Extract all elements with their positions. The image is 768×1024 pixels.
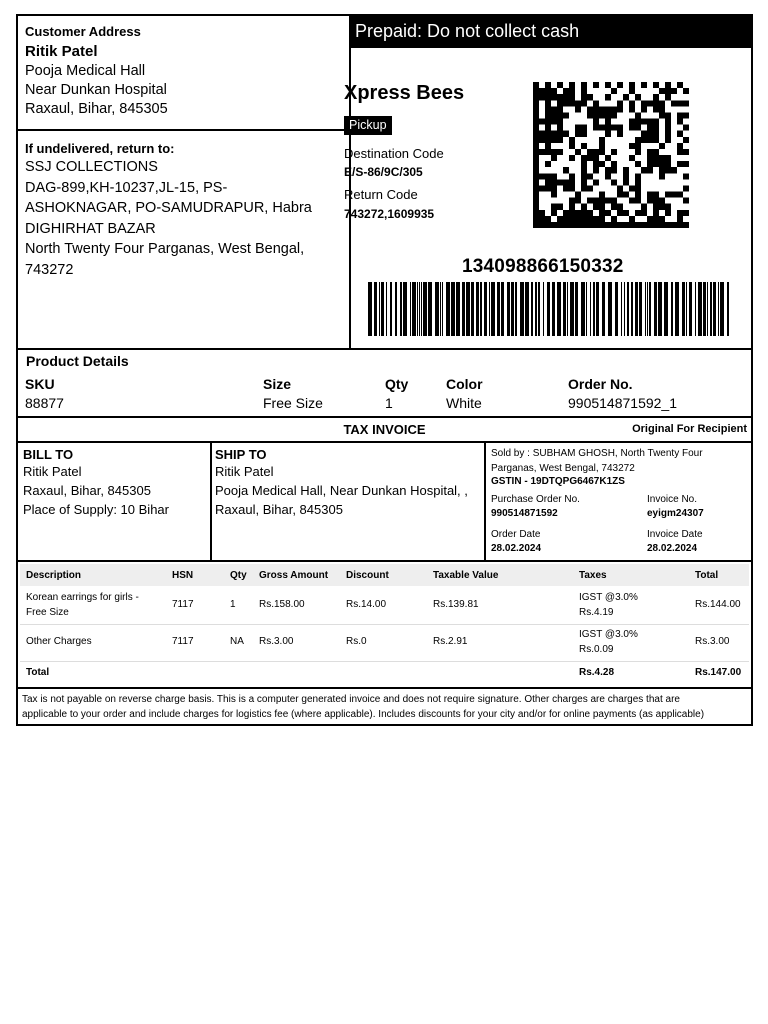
table-header [20,564,749,586]
customer-address-box [18,16,349,131]
item-description: Free Size [26,607,69,618]
item-qty: NA [230,636,244,647]
return-code-label: Return Code [344,187,418,202]
ship-to-heading: SHIP TO [215,447,267,462]
tax-note-line: applicable to your order and include charges for logistics fee (where applicable). Includes discounts for your city and/or for online payments (as applicable) [22,708,705,720]
total-tax: Rs.4.28 [579,667,615,678]
item-hsn: 7117 [172,636,194,647]
product-details [16,348,753,418]
bill-to [23,447,169,519]
divider [484,443,486,560]
awb-number: 134098866150332 [462,256,624,277]
col-gross: Gross Amount [259,570,329,581]
customer-address-line: Raxaul, Bihar, 845305 [25,101,168,117]
table-row [20,586,749,624]
return-address-line: 743272 [25,261,74,278]
return-address-line: ASHOKNAGAR, PO-SAMUDRAPUR, Habra [25,200,312,216]
item-discount: Rs.14.00 [346,599,387,610]
return-address-box [18,133,349,348]
invoice-date-label: Invoice Date [647,529,703,540]
invoice-no-value: eyigm24307 [647,508,704,519]
table-row [20,625,749,661]
po-label: Purchase Order No. [491,494,580,505]
col-taxable: Taxable Value [433,570,499,581]
billing-section [16,441,753,562]
customer-address-line: Pooja Medical Hall [25,63,146,79]
sold-by-line: Parganas, West Bengal, 743272 [491,463,635,474]
courier-name: Xpress Bees [344,82,465,104]
ship-to-line: Pooja Medical Hall, Near Dunkan Hospital, , [215,483,468,498]
ship-to-line: Ritik Patel [215,464,274,479]
return-address-heading: If undelivered, return to: [25,141,175,156]
product-details-heading: Product Details [26,353,129,369]
item-discount: Rs.0 [346,636,367,647]
item-tax-amount: Rs.4.19 [579,607,614,618]
item-tax-amount: Rs.0.09 [579,644,614,655]
tax-invoice-title: TAX INVOICE [343,422,426,437]
return-address-line: DIGHIRHAT BAZAR [25,220,156,237]
col-total: Total [695,570,719,581]
vertical-divider [349,16,351,348]
tax-invoice-header [16,416,753,443]
address-section [16,14,753,350]
customer-address-heading: Customer Address [25,24,141,39]
item-taxable: Rs.139.81 [433,599,479,610]
divider [210,443,212,560]
invoice-no-label: Invoice No. [647,494,698,505]
sold-by [491,446,751,487]
order-no-header: Order No. [568,376,633,392]
sku-header: SKU [25,376,55,392]
qr-code-icon [533,82,689,228]
item-gross: Rs.158.00 [259,599,305,610]
item-gross: Rs.3.00 [259,636,294,647]
color-value: White [446,395,482,411]
return-address-line: North Twenty Four Parganas, West Bengal, [25,241,305,257]
po-value: 990514871592 [491,508,558,519]
col-discount: Discount [346,570,389,581]
total-amount: Rs.147.00 [695,667,742,678]
ship-to-line: Raxaul, Bihar, 845305 [215,502,343,517]
col-taxes: Taxes [579,570,607,581]
item-description: Korean earrings for girls - [26,592,139,603]
sku-value: 88877 [25,395,64,411]
item-total: Rs.144.00 [695,599,741,610]
invoice-date-value: 28.02.2024 [647,543,698,554]
item-hsn: 7117 [172,599,194,610]
order-no-value: 990514871592_1 [568,395,678,411]
item-tax-rate: IGST @3.0% [579,629,638,640]
tax-note [16,687,753,726]
qty-value: 1 [385,395,393,411]
ship-to [215,447,468,519]
destination-code-label: Destination Code [344,146,444,161]
bill-to-heading: BILL TO [23,447,74,462]
gstin: GSTIN - 19DTQPG6467K1ZS [491,476,625,487]
sold-by-line: Sold by : SUBHAM GHOSH, North Twenty Four [491,448,703,459]
tax-note-line: Tax is not payable on reverse charge basis. This is a computer generated invoice and does not require signature. Other charges are charges that are [22,694,680,705]
col-description: Description [26,570,82,581]
bill-to-line: Place of Supply: 10 Bihar [23,502,169,517]
destination-code-value: E/S-86/9C/305 [344,165,423,179]
size-value: Free Size [263,395,323,411]
item-total: Rs.3.00 [695,636,730,647]
order-date-label: Order Date [491,529,541,540]
col-qty: Qty [230,570,247,581]
return-code-value: 743272,1609935 [344,207,435,221]
item-tax-rate: IGST @3.0% [579,592,638,603]
return-address-line: DAG-899,KH-10237,JL-15, PS- [25,179,228,196]
bill-to-line: Ritik Patel [23,464,82,479]
item-description: Other Charges [26,636,92,647]
item-qty: 1 [230,599,236,610]
item-taxable: Rs.2.91 [433,636,468,647]
items-table [16,562,753,689]
customer-name: Ritik Patel [25,43,98,60]
color-header: Color [446,376,483,392]
col-hsn: HSN [172,570,194,581]
pickup-tag: Pickup [344,116,392,135]
customer-address-line: Near Dunkan Hospital [25,82,167,98]
total-label: Total [26,667,50,678]
barcode-icon [368,282,732,336]
invoice-copy-type: Original For Recipient [632,423,747,435]
size-header: Size [263,376,292,392]
order-date-value: 28.02.2024 [491,543,542,554]
qty-header: Qty [385,376,409,392]
total-row [20,662,749,686]
prepaid-banner: Prepaid: Do not collect cash [351,16,753,48]
bill-to-line: Raxaul, Bihar, 845305 [23,483,151,498]
return-address-line: SSJ COLLECTIONS [25,159,158,175]
